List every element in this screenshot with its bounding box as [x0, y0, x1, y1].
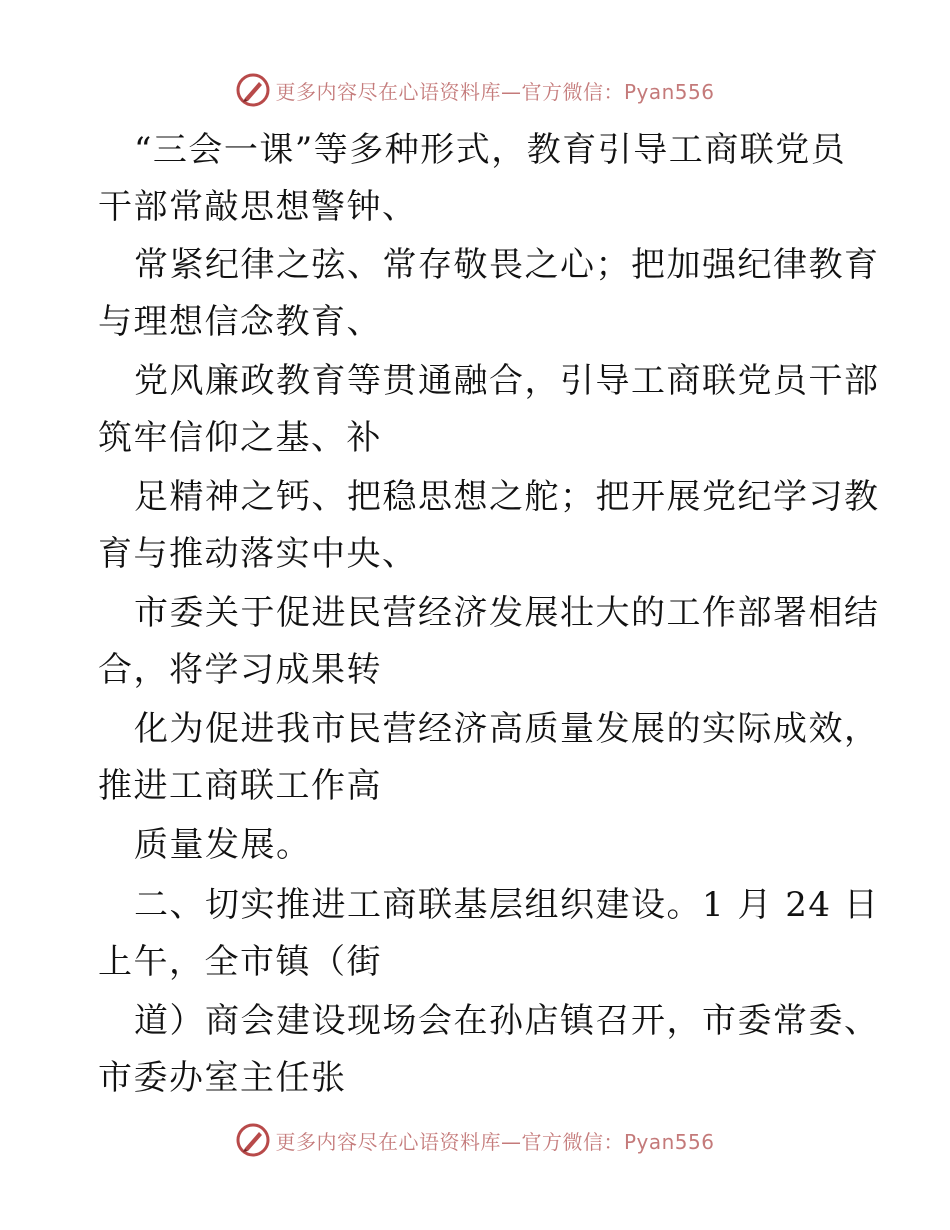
body-line: 市委办室主任张 [98, 1058, 347, 1098]
body-line: “三会一课”等多种形式，教育引导工商联党员 [134, 130, 847, 170]
footer-watermark [0, 1120, 950, 1160]
body-line: 筑牢信仰之基、补 [98, 418, 382, 458]
watermark-text: 更多内容尽在心语资料库—官方微信：Pyan556 [275, 79, 715, 104]
body-line: 推进工商联工作高 [98, 766, 382, 806]
body-line: 上午，全市镇（街 [98, 942, 382, 982]
body-line: 市委关于促进民营经济发展壮大的工作部署相结 [134, 593, 880, 633]
pen-seal-icon [235, 1122, 271, 1158]
body-line: 育与推动落实中央、 [98, 534, 418, 574]
body-line: 与理想信念教育、 [98, 302, 382, 342]
body-line: 合，将学习成果转 [98, 650, 382, 690]
body-line: 干部常敲思想警钟、 [98, 187, 418, 227]
watermark-text: 更多内容尽在心语资料库—官方微信：Pyan556 [275, 1129, 715, 1154]
body-line: 化为促进我市民营经济高质量发展的实际成效， [134, 709, 880, 749]
body-line: 足精神之钙、把稳思想之舵；把开展党纪学习教 [134, 477, 880, 517]
body-line: 常紧纪律之弦、常存敬畏之心；把加强纪律教育 [134, 245, 880, 285]
body-line: 二、切实推进工商联基层组织建设。1 月 24 日 [134, 885, 880, 925]
body-line: 党风廉政教育等贯通融合，引导工商联党员干部 [134, 361, 880, 401]
body-line: 质量发展。 [134, 825, 312, 865]
body-line: 道）商会建设现场会在孙店镇召开，市委常委、 [134, 1001, 880, 1041]
